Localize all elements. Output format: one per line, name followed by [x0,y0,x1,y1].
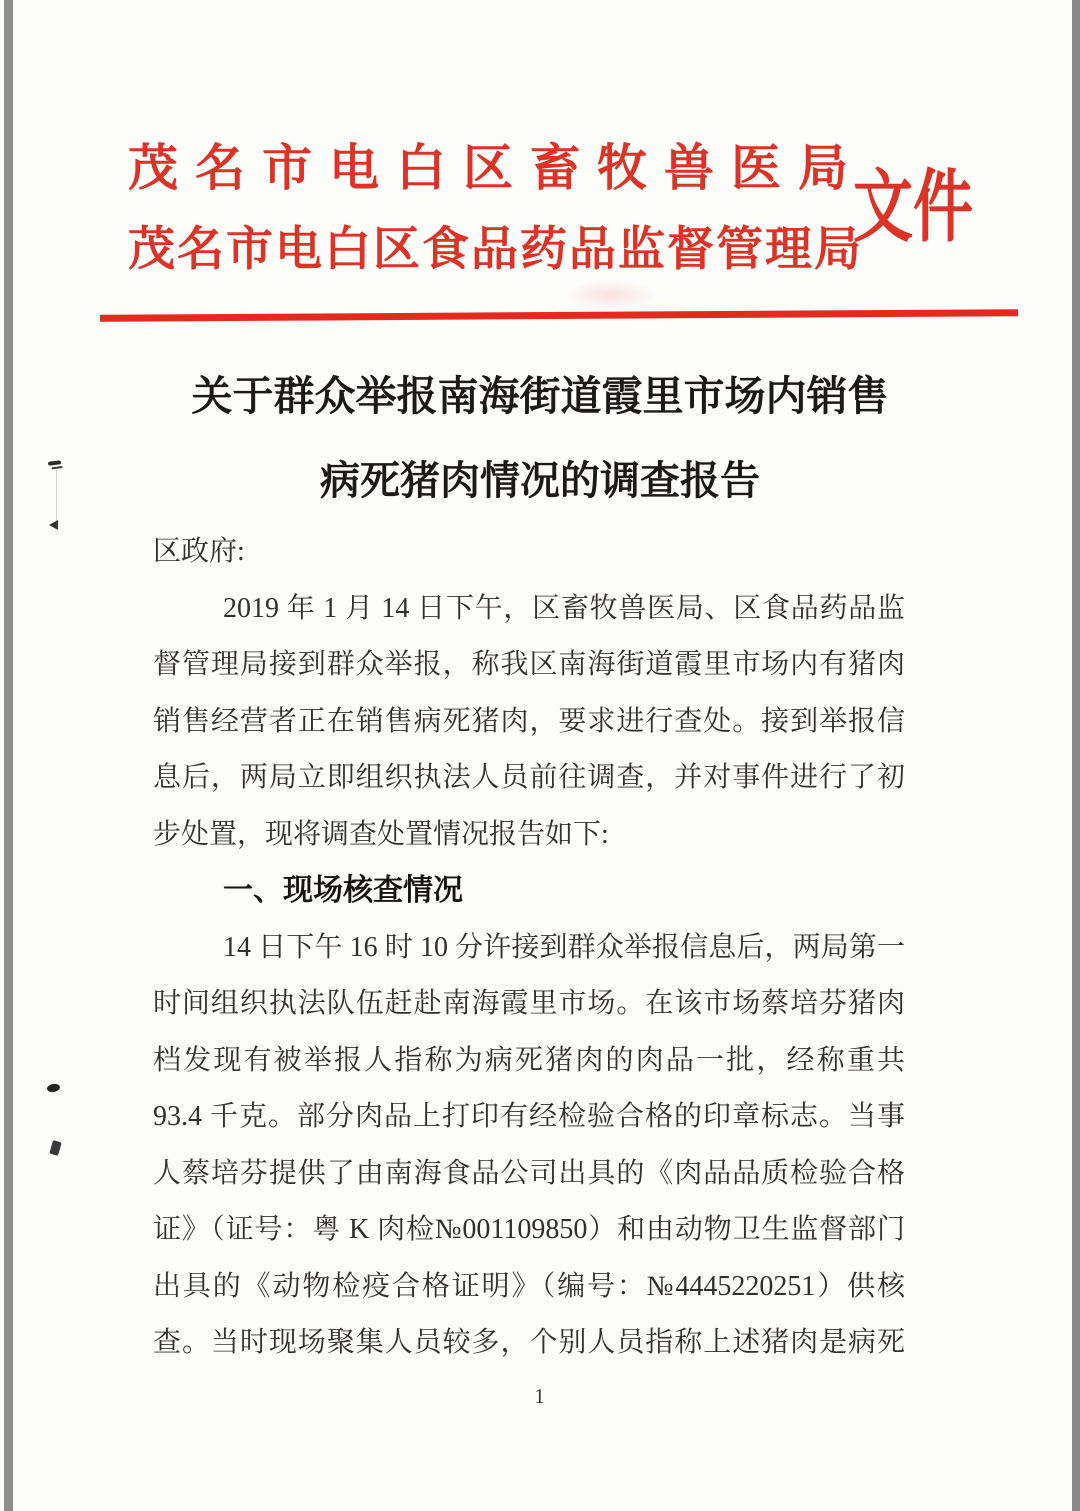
paragraph-line: 查。当时现场聚集人员较多，个别人员指称上述猪肉是病死 [153,1327,905,1358]
paragraph-line: 14 日下午 16 时 10 分许接到群众举报信息后，两局第一 [223,931,905,963]
paragraph-line: 息后，两局立即组织执法人员前往调查，并对事件进行了初 [153,762,905,793]
agency-name-line1: 茂名市电白区畜牧兽医局 [128,140,865,196]
scan-edge-left [4,0,13,1511]
paragraph-line: 督管理局接到群众举报，称我区南海街道霞里市场内有猪肉 [153,649,905,680]
section-heading: 一、现场核查情况 [223,874,463,907]
red-separator-rule [100,309,1018,322]
document-title-line2: 病死猪肉情况的调查报告 [320,458,760,503]
paragraph-line: 步处置，现将调查处置情况报告如下: [153,818,609,850]
scan-edge-right [1072,0,1080,1511]
paragraph-line: 档发现有被举报人指称为病死猪肉的肉品一批，经称重共 [153,1044,905,1076]
paragraph-line: 销售经营者正在销售病死猪肉，要求进行查处。接到举报信 [153,705,905,737]
doc-type-label: 文件 [853,164,973,252]
letterhead [128,140,865,276]
paragraph-line: 2019 年 1 月 14 日下午，区畜牧兽医局、区食品药品监 [223,592,905,624]
agency-name-line2: 茂名市电白区食品药品监督管理局 [128,224,863,276]
document-title [0,373,1080,503]
paragraph-line: 93.4 千克。部分肉品上打印有经检验合格的印章标志。当事 [153,1101,905,1132]
scan-smudge [565,280,655,310]
paragraph-line: 人蔡培芬提供了由南海食品公司出具的《肉品品质检验合格 [153,1157,905,1189]
scan-crease [56,467,57,529]
page-number: 1 [534,1384,546,1408]
document-title-line1: 关于群众举报南海街道霞里市场内销售 [191,373,889,419]
salutation: 区政府: [153,536,245,567]
scan-speck [49,1140,62,1156]
paragraph-line: 证》（证号：粤 K 肉检№001109850）和由动物卫生监督部门 [153,1214,905,1245]
paragraph-line: 出具的《动物检疫合格证明》（编号：№4445220251）供核 [153,1270,905,1302]
document-body [153,524,905,1372]
scan-speck [46,1083,60,1093]
paragraph-line: 时间组织执法队伍赶赴南海霞里市场。在该市场蔡培芬猪肉 [153,988,905,1019]
